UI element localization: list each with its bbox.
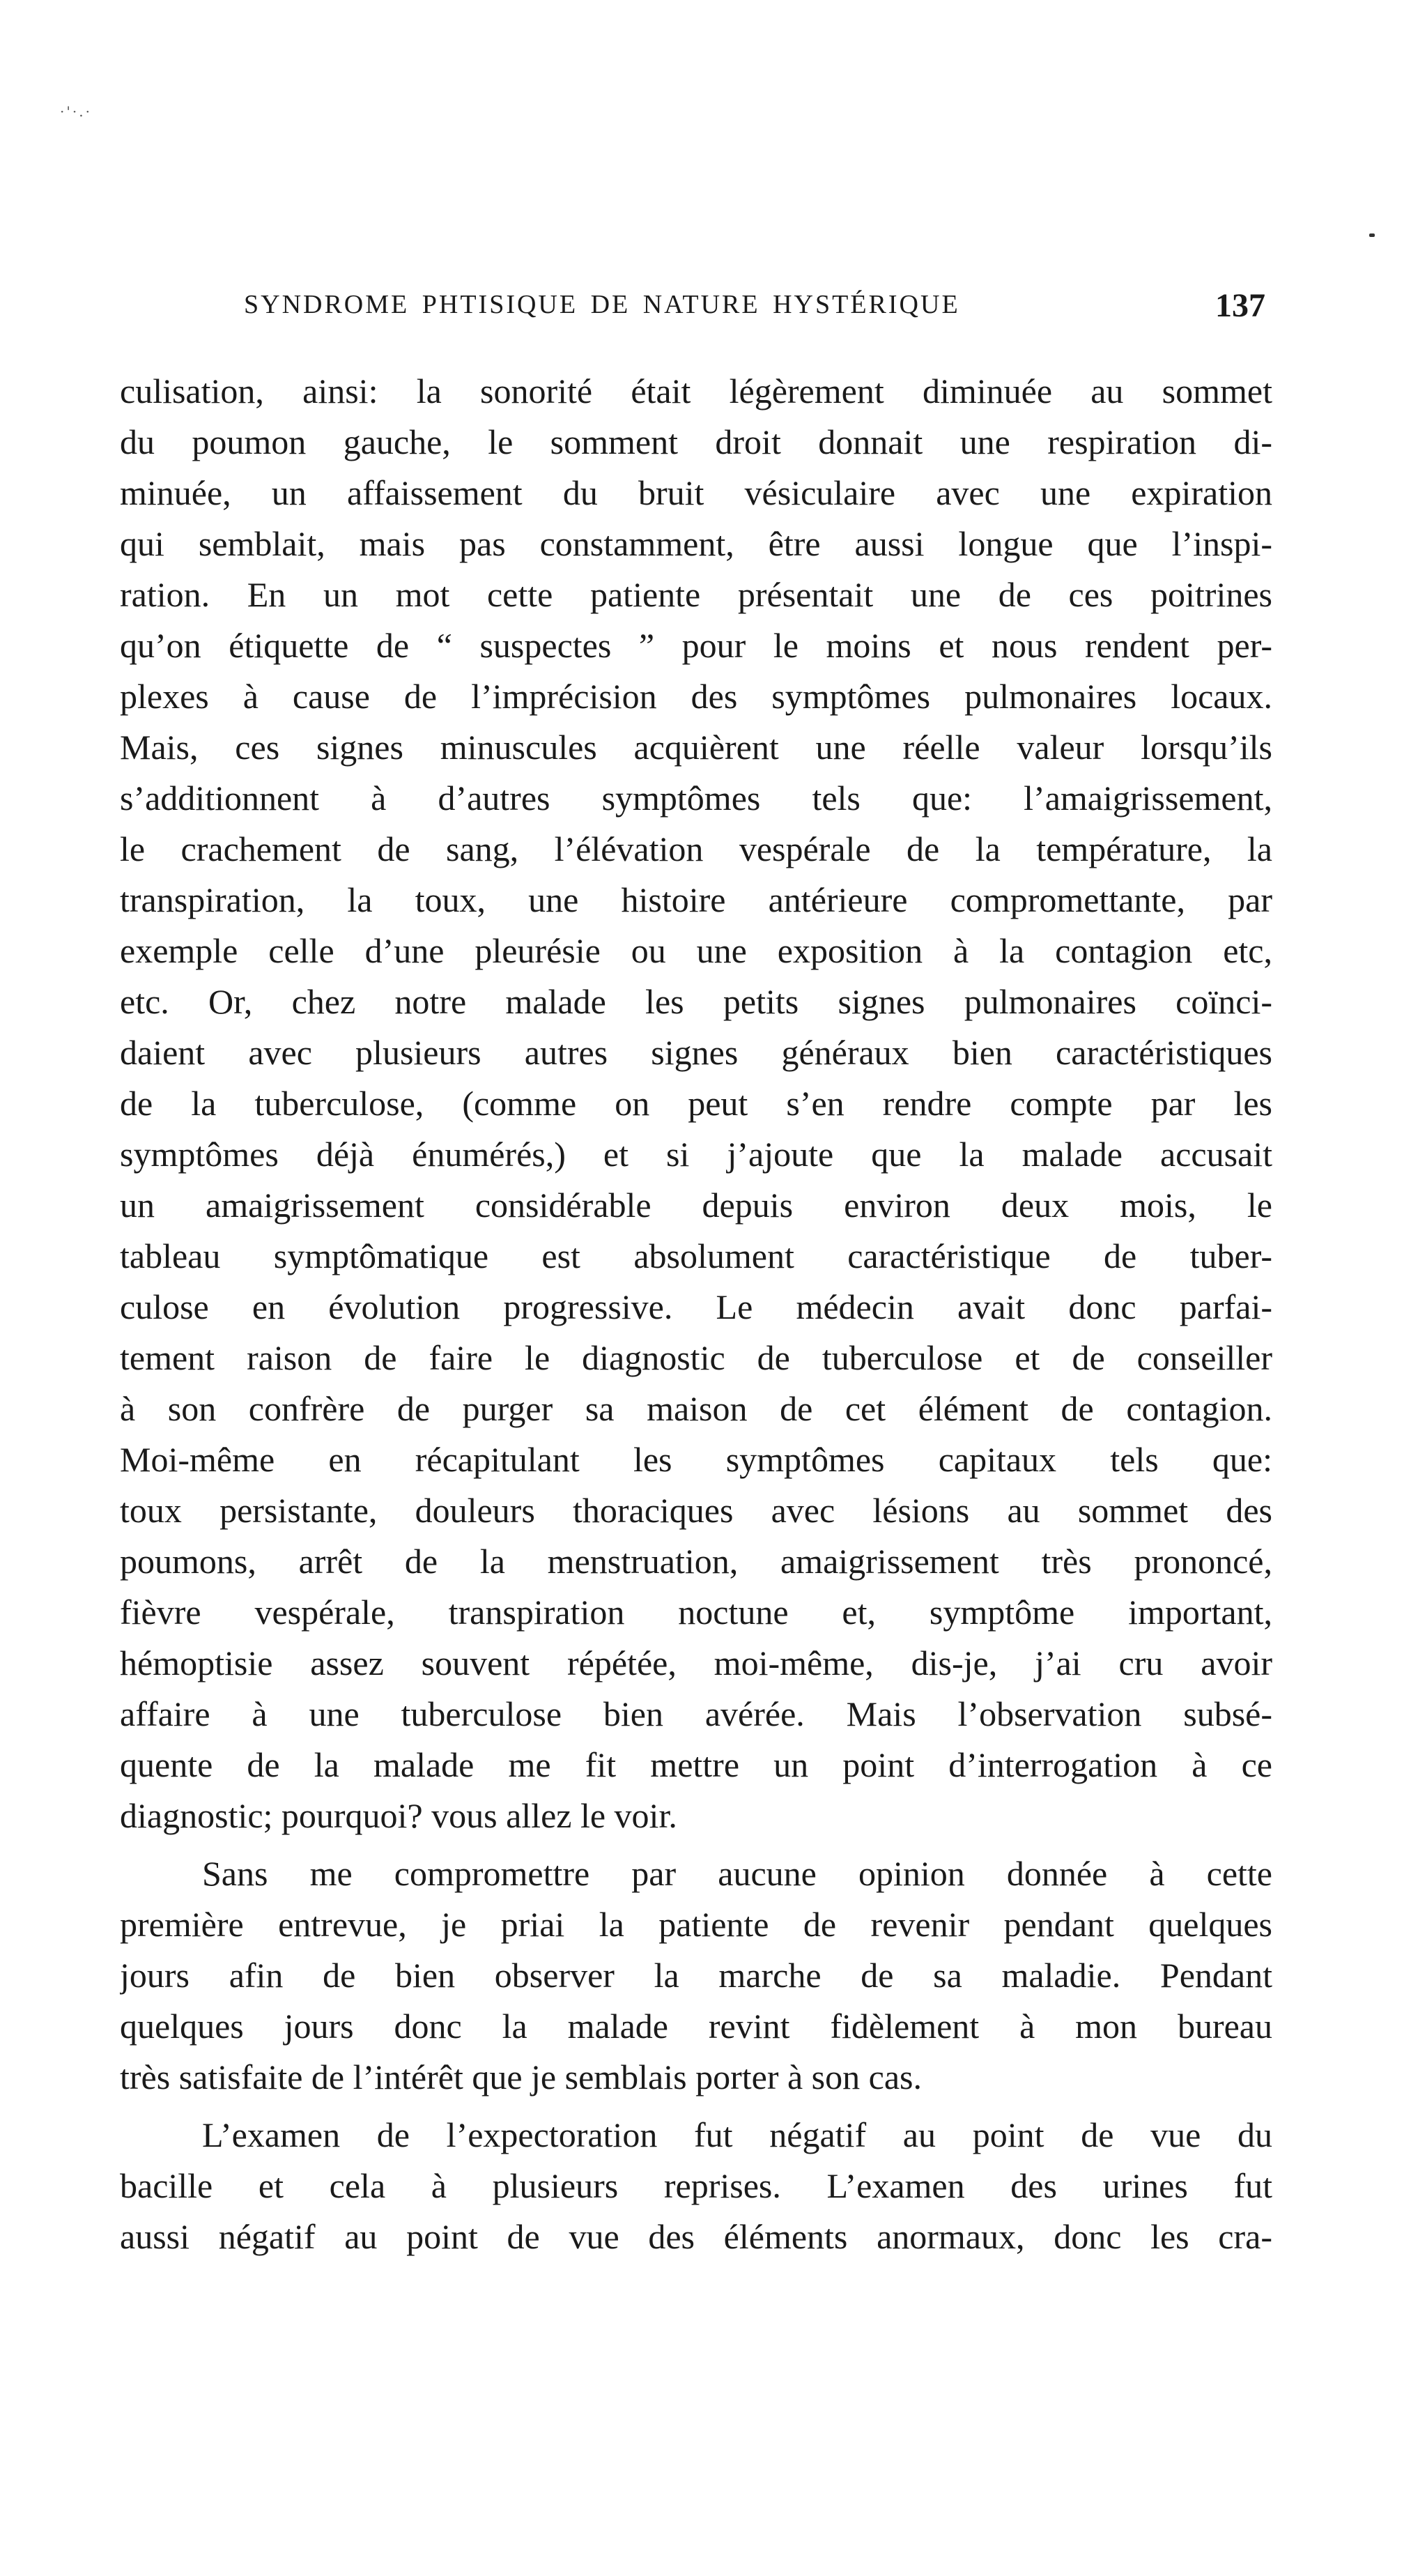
- text-line: affaire à une tuberculose bien avérée. Mais l’observation subsé-: [120, 1694, 1272, 1733]
- text-line: Sans me compromettre par aucune opinion donnée à cette: [202, 1854, 1272, 1893]
- body-text: [120, 366, 1272, 2262]
- text-line: quelques jours donc la malade revint fidèlement à mon bureau: [120, 2007, 1272, 2046]
- text-line: de la tuberculose, (comme on peut s’en rendre compte par les: [120, 1084, 1272, 1123]
- text-line: minuée, un affaissement du bruit vésiculaire avec une expiration: [120, 473, 1272, 512]
- paragraph-2: [120, 1848, 1272, 2103]
- paragraph-1: [120, 366, 1272, 1841]
- text-line: tement raison de faire le diagnostic de tuberculose et de conseiller: [120, 1338, 1272, 1377]
- text-line: s’additionnent à d’autres symptômes tels que: l’amaigrissement,: [120, 779, 1272, 818]
- text-line: Moi-même en récapitulant les symptômes capitaux tels que:: [120, 1440, 1272, 1479]
- text-line: symptômes déjà énumérés,) et si j’ajoute que la malade accusait: [120, 1135, 1272, 1174]
- running-title: SYNDROME PHTISIQUE DE NATURE HYSTÉRIQUE: [244, 290, 960, 319]
- text-line: première entrevue, je priai la patiente de revenir pendant quelques: [120, 1905, 1272, 1944]
- running-head: [244, 289, 1265, 331]
- text-line: toux persistante, douleurs thoraciques avec lésions au sommet des: [120, 1491, 1272, 1530]
- page-speck-mark: ·'·.·: [60, 103, 92, 120]
- text-line: qu’on étiquette de “ suspectes ” pour le moins et nous rendent per-: [120, 626, 1272, 665]
- text-line: aussi négatif au point de vue des éléments anormaux, donc les cra-: [120, 2217, 1272, 2256]
- text-line: un amaigrissement considérable depuis environ deux mois, le: [120, 1186, 1272, 1225]
- text-line: transpiration, la toux, une histoire antérieure compromettante, par: [120, 880, 1272, 919]
- text-line: qui semblait, mais pas constamment, être aussi longue que l’inspi-: [120, 524, 1272, 563]
- text-line: culose en évolution progressive. Le médecin avait donc parfai-: [120, 1287, 1272, 1326]
- text-line: le crachement de sang, l’élévation vespérale de la température, la: [120, 829, 1272, 868]
- text-line: L’examen de l’expectoration fut négatif au point de vue du: [202, 2115, 1272, 2154]
- text-line: tableau symptômatique est absolument caractéristique de tuber-: [120, 1236, 1272, 1275]
- text-line: fièvre vespérale, transpiration noctune et, symptôme important,: [120, 1593, 1272, 1632]
- paragraph-3: [120, 2110, 1272, 2262]
- text-line: quente de la malade me fit mettre un point d’interrogation à ce: [120, 1745, 1272, 1784]
- text-line: plexes à cause de l’imprécision des symptômes pulmonaires locaux.: [120, 677, 1272, 716]
- text-line: hémoptisie assez souvent répétée, moi-même, dis-je, j’ai cru avoir: [120, 1643, 1272, 1682]
- text-line: très satisfaite de l’intérêt que je semblais porter à son cas.: [120, 2057, 922, 2096]
- text-line: jours afin de bien observer la marche de sa maladie. Pendant: [120, 1956, 1272, 1995]
- text-line: poumons, arrêt de la menstruation, amaigrissement très prononcé,: [120, 1542, 1272, 1581]
- text-line: ration. En un mot cette patiente présentait une de ces poitrines: [120, 575, 1272, 614]
- text-line: bacille et cela à plusieurs reprises. L’examen des urines fut: [120, 2166, 1272, 2205]
- paragraph-gap: [120, 2103, 1272, 2110]
- text-line: daient avec plusieurs autres signes généraux bien caractéristiques: [120, 1033, 1272, 1072]
- text-line: etc. Or, chez notre malade les petits signes pulmonaires coïnci-: [120, 982, 1272, 1021]
- text-line: à son confrère de purger sa maison de cet élément de contagion.: [120, 1389, 1272, 1428]
- text-line: du poumon gauche, le somment droit donnait une respiration di-: [120, 422, 1272, 461]
- paragraph-gap: [120, 1841, 1272, 1848]
- text-line: diagnostic; pourquoi? vous allez le voir.: [120, 1796, 677, 1835]
- text-line: culisation, ainsi: la sonorité était légèrement diminuée au sommet: [120, 371, 1272, 411]
- text-line: Mais, ces signes minuscules acquièrent une réelle valeur lorsqu’ils: [120, 728, 1272, 767]
- text-line: exemple celle d’une pleurésie ou une exposition à la contagion etc,: [120, 931, 1272, 970]
- page-number: 137: [1215, 287, 1265, 324]
- page-speck-dot: [1369, 233, 1375, 237]
